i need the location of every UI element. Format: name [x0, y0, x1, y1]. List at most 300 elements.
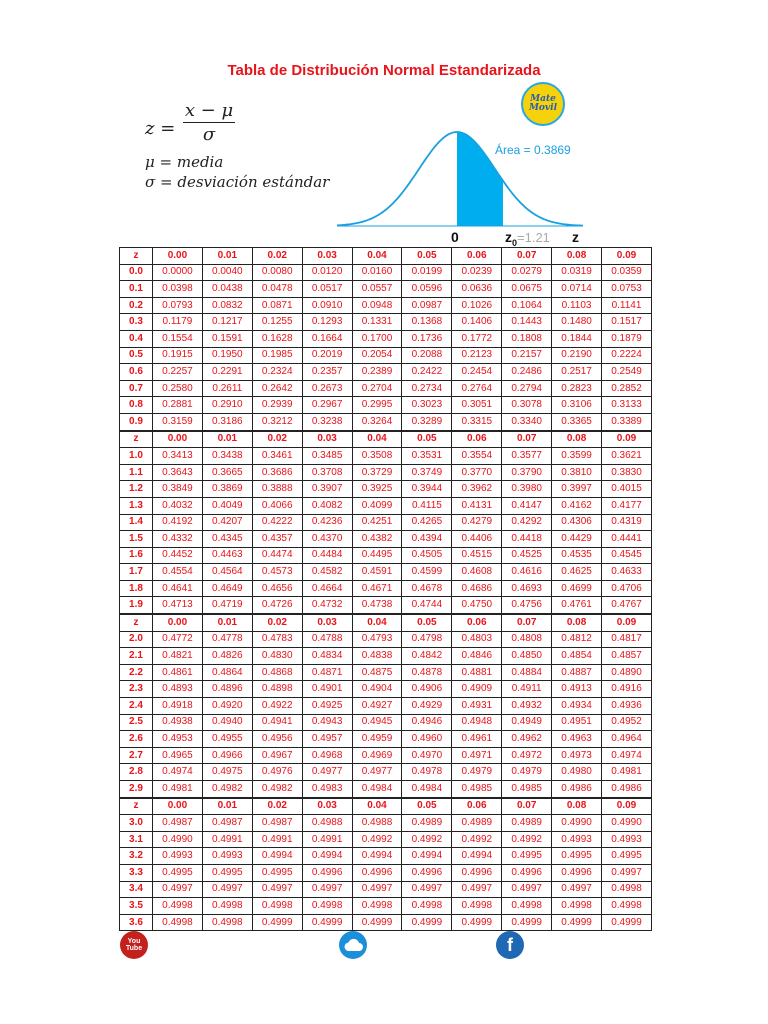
probability-cell: 0.4963: [552, 731, 602, 748]
probability-cell: 0.4991: [252, 831, 302, 848]
probability-cell: 0.3869: [202, 481, 252, 498]
formula-lhs: z =: [145, 118, 176, 139]
z-value-cell: 3.2: [120, 848, 153, 865]
probability-cell: 0.3413: [153, 448, 203, 465]
cloud-icon[interactable]: [339, 931, 367, 959]
probability-cell: 0.4830: [252, 648, 302, 665]
probability-cell: 0.4990: [153, 831, 203, 848]
probability-cell: 0.4616: [502, 564, 552, 581]
probability-cell: 0.4978: [402, 764, 452, 781]
probability-cell: 0.4992: [352, 831, 402, 848]
probability-cell: 0.4993: [602, 831, 652, 848]
probability-cell: 0.4474: [252, 547, 302, 564]
probability-cell: 0.4936: [602, 698, 652, 715]
probability-cell: 0.4394: [402, 531, 452, 548]
probability-cell: 0.4920: [202, 698, 252, 715]
probability-cell: 0.4207: [202, 514, 252, 531]
table-row: [120, 497, 652, 514]
probability-cell: 0.4998: [153, 898, 203, 915]
probability-cell: 0.1879: [602, 330, 652, 347]
probability-cell: 0.2019: [302, 347, 352, 364]
probability-cell: 0.4999: [252, 914, 302, 931]
probability-cell: 0.4994: [402, 848, 452, 865]
probability-cell: 0.4803: [452, 631, 502, 648]
probability-cell: 0.4066: [252, 497, 302, 514]
header-cell: 0.08: [552, 248, 602, 265]
probability-cell: 0.4986: [602, 781, 652, 798]
probability-cell: 0.1736: [402, 330, 452, 347]
area-label: Área = 0.3869: [495, 143, 571, 157]
cloud-glyph: [343, 938, 363, 952]
probability-cell: 0.4995: [153, 864, 203, 881]
table-row: [120, 580, 652, 597]
header-cell: 0.01: [202, 798, 252, 815]
probability-cell: 0.4946: [402, 714, 452, 731]
probability-cell: 0.4871: [302, 664, 352, 681]
probability-cell: 0.3078: [502, 397, 552, 414]
z-value-cell: 0.3: [120, 314, 153, 331]
probability-cell: 0.0636: [452, 281, 502, 298]
probability-cell: 0.4985: [502, 781, 552, 798]
header-cell: 0.06: [452, 798, 502, 815]
probability-cell: 0.2939: [252, 397, 302, 414]
probability-cell: 0.4726: [252, 597, 302, 614]
probability-cell: 0.0160: [352, 264, 402, 281]
probability-cell: 0.4505: [402, 547, 452, 564]
probability-cell: 0.4788: [302, 631, 352, 648]
probability-cell: 0.4922: [252, 698, 302, 715]
table-row: [120, 731, 652, 748]
probability-cell: 0.4989: [402, 815, 452, 832]
header-cell: 0.07: [502, 431, 552, 448]
table-row: [120, 364, 652, 381]
probability-cell: 0.4998: [552, 898, 602, 915]
probability-cell: 0.4998: [452, 898, 502, 915]
probability-cell: 0.4981: [153, 781, 203, 798]
probability-cell: 0.4995: [502, 848, 552, 865]
table-row: [120, 914, 652, 931]
table-row: [120, 714, 652, 731]
probability-cell: 0.4147: [502, 497, 552, 514]
probability-cell: 0.4929: [402, 698, 452, 715]
z-value-cell: 1.8: [120, 580, 153, 597]
header-cell: 0.05: [402, 798, 452, 815]
probability-cell: 0.1026: [452, 297, 502, 314]
probability-cell: 0.4854: [552, 648, 602, 665]
z0-value: =1.21: [517, 230, 550, 245]
probability-cell: 0.4131: [452, 497, 502, 514]
probability-cell: 0.1293: [302, 314, 352, 331]
probability-cell: 0.1915: [153, 347, 203, 364]
probability-cell: 0.4961: [452, 731, 502, 748]
probability-cell: 0.4994: [302, 848, 352, 865]
z-value-cell: 3.6: [120, 914, 153, 931]
probability-cell: 0.3485: [302, 448, 352, 465]
z-value-cell: 0.2: [120, 297, 153, 314]
probability-cell: 0.4977: [302, 764, 352, 781]
probability-cell: 0.4838: [352, 648, 402, 665]
table-row: [120, 631, 652, 648]
probability-cell: 0.4997: [252, 881, 302, 898]
probability-cell: 0.1844: [552, 330, 602, 347]
header-z: z: [120, 431, 153, 448]
table-row: [120, 514, 652, 531]
z-value-cell: 3.0: [120, 815, 153, 832]
probability-cell: 0.3508: [352, 448, 402, 465]
probability-cell: 0.3770: [452, 464, 502, 481]
probability-cell: 0.3790: [502, 464, 552, 481]
table-row: [120, 831, 652, 848]
probability-cell: 0.4999: [402, 914, 452, 931]
z-value-cell: 3.3: [120, 864, 153, 881]
probability-cell: 0.4554: [153, 564, 203, 581]
probability-cell: 0.0359: [602, 264, 652, 281]
probability-cell: 0.4956: [252, 731, 302, 748]
z-value-cell: 2.6: [120, 731, 153, 748]
probability-cell: 0.1591: [202, 330, 252, 347]
probability-cell: 0.4949: [502, 714, 552, 731]
probability-cell: 0.4997: [452, 881, 502, 898]
probability-cell: 0.4996: [552, 864, 602, 881]
probability-cell: 0.4976: [252, 764, 302, 781]
probability-cell: 0.1217: [202, 314, 252, 331]
probability-cell: 0.0517: [302, 281, 352, 298]
probability-cell: 0.4986: [552, 781, 602, 798]
facebook-icon[interactable]: [496, 931, 524, 959]
probability-cell: 0.2157: [502, 347, 552, 364]
probability-cell: 0.3708: [302, 464, 352, 481]
probability-cell: 0.0279: [502, 264, 552, 281]
formula-definitions: [145, 152, 329, 192]
probability-cell: 0.0080: [252, 264, 302, 281]
probability-cell: 0.2389: [352, 364, 402, 381]
probability-cell: 0.4608: [452, 564, 502, 581]
probability-cell: 0.4957: [302, 731, 352, 748]
table-row: [120, 698, 652, 715]
probability-cell: 0.4861: [153, 664, 203, 681]
probability-cell: 0.4793: [352, 631, 402, 648]
probability-cell: 0.4998: [502, 898, 552, 915]
probability-cell: 0.3238: [302, 413, 352, 430]
probability-cell: 0.3577: [502, 448, 552, 465]
table-row: [120, 848, 652, 865]
probability-cell: 0.4686: [452, 580, 502, 597]
probability-cell: 0.4960: [402, 731, 452, 748]
probability-cell: 0.4988: [302, 815, 352, 832]
probability-cell: 0.4964: [602, 731, 652, 748]
formula-denominator: σ: [202, 124, 216, 145]
probability-cell: 0.2224: [602, 347, 652, 364]
table-row: [120, 648, 652, 665]
probability-cell: 0.1664: [302, 330, 352, 347]
z-value-cell: 0.7: [120, 380, 153, 397]
probability-cell: 0.4998: [202, 914, 252, 931]
probability-cell: 0.2357: [302, 364, 352, 381]
probability-cell: 0.4997: [153, 881, 203, 898]
probability-cell: 0.3289: [402, 413, 452, 430]
header-cell: 0.06: [452, 248, 502, 265]
probability-cell: 0.4987: [252, 815, 302, 832]
probability-cell: 0.2734: [402, 380, 452, 397]
probability-cell: 0.4981: [602, 764, 652, 781]
probability-cell: 0.4965: [153, 747, 203, 764]
z-value-cell: 2.0: [120, 631, 153, 648]
probability-cell: 0.4995: [552, 848, 602, 865]
logo-text-line1: Mate: [530, 94, 556, 104]
probability-cell: 0.2995: [352, 397, 402, 414]
table-row: [120, 314, 652, 331]
probability-cell: 0.4525: [502, 547, 552, 564]
probability-cell: 0.1103: [552, 297, 602, 314]
table-row: [120, 464, 652, 481]
probability-cell: 0.4970: [402, 747, 452, 764]
probability-cell: 0.4671: [352, 580, 402, 597]
probability-cell: 0.4633: [602, 564, 652, 581]
probability-cell: 0.4850: [502, 648, 552, 665]
table-row: [120, 864, 652, 881]
z-value-cell: 0.0: [120, 264, 153, 281]
probability-cell: 0.4808: [502, 631, 552, 648]
table-row: [120, 297, 652, 314]
probability-cell: 0.4997: [352, 881, 402, 898]
probability-cell: 0.2123: [452, 347, 502, 364]
probability-cell: 0.4452: [153, 547, 203, 564]
probability-cell: 0.4985: [452, 781, 502, 798]
probability-cell: 0.4999: [552, 914, 602, 931]
probability-cell: 0.3621: [602, 448, 652, 465]
probability-cell: 0.4881: [452, 664, 502, 681]
probability-cell: 0.1772: [452, 330, 502, 347]
probability-cell: 0.4082: [302, 497, 352, 514]
header-cell: 0.00: [153, 431, 203, 448]
probability-cell: 0.2642: [252, 380, 302, 397]
header-cell: 0.03: [302, 798, 352, 815]
probability-cell: 0.3749: [402, 464, 452, 481]
probability-cell: 0.4975: [202, 764, 252, 781]
probability-cell: 0.4941: [252, 714, 302, 731]
probability-cell: 0.0438: [202, 281, 252, 298]
probability-cell: 0.1141: [602, 297, 652, 314]
probability-cell: 0.4952: [602, 714, 652, 731]
z0-subscript: 0: [512, 237, 518, 248]
probability-cell: 0.3461: [252, 448, 302, 465]
probability-cell: 0.1179: [153, 314, 203, 331]
z-value-cell: 0.5: [120, 347, 153, 364]
probability-cell: 0.1808: [502, 330, 552, 347]
probability-cell: 0.0753: [602, 281, 652, 298]
probability-cell: 0.4998: [202, 898, 252, 915]
probability-cell: 0.4812: [552, 631, 602, 648]
probability-cell: 0.4938: [153, 714, 203, 731]
probability-cell: 0.0675: [502, 281, 552, 298]
probability-cell: 0.4934: [552, 698, 602, 715]
z-value-cell: 3.4: [120, 881, 153, 898]
table-row: [120, 681, 652, 698]
probability-cell: 0.4545: [602, 547, 652, 564]
probability-cell: 0.4931: [452, 698, 502, 715]
probability-cell: 0.0478: [252, 281, 302, 298]
header-cell: 0.06: [452, 431, 502, 448]
probability-cell: 0.4993: [552, 831, 602, 848]
probability-cell: 0.4713: [153, 597, 203, 614]
probability-cell: 0.4222: [252, 514, 302, 531]
z-value-cell: 1.3: [120, 497, 153, 514]
probability-cell: 0.4484: [302, 547, 352, 564]
probability-cell: 0.3315: [452, 413, 502, 430]
probability-cell: 0.2823: [552, 380, 602, 397]
header-cell: 0.02: [252, 248, 302, 265]
probability-cell: 0.4582: [302, 564, 352, 581]
probability-cell: 0.3907: [302, 481, 352, 498]
probability-cell: 0.4998: [252, 898, 302, 915]
probability-cell: 0.4738: [352, 597, 402, 614]
definition-mu: μ = media: [145, 153, 224, 171]
table-row: [120, 264, 652, 281]
probability-cell: 0.0040: [202, 264, 252, 281]
probability-cell: 0.4990: [602, 815, 652, 832]
probability-cell: 0.1064: [502, 297, 552, 314]
probability-cell: 0.4599: [402, 564, 452, 581]
header-z: z: [120, 614, 153, 631]
z-value-cell: 0.1: [120, 281, 153, 298]
probability-cell: 0.1628: [252, 330, 302, 347]
probability-cell: 0.4982: [202, 781, 252, 798]
header-cell: 0.06: [452, 614, 502, 631]
z-value-cell: 1.2: [120, 481, 153, 498]
z-value-cell: 2.2: [120, 664, 153, 681]
youtube-icon[interactable]: [120, 931, 148, 959]
probability-cell: 0.4973: [552, 747, 602, 764]
header-cell: 0.05: [402, 614, 452, 631]
table-header-row: [120, 798, 652, 815]
probability-cell: 0.4916: [602, 681, 652, 698]
probability-cell: 0.4913: [552, 681, 602, 698]
header-cell: 0.08: [552, 614, 602, 631]
probability-cell: 0.3438: [202, 448, 252, 465]
z-value-cell: 2.1: [120, 648, 153, 665]
probability-cell: 0.0793: [153, 297, 203, 314]
probability-cell: 0.2764: [452, 380, 502, 397]
probability-cell: 0.4265: [402, 514, 452, 531]
probability-cell: 0.4997: [202, 881, 252, 898]
header-cell: 0.04: [352, 248, 402, 265]
probability-cell: 0.4332: [153, 531, 203, 548]
probability-cell: 0.4989: [452, 815, 502, 832]
z-value-cell: 1.7: [120, 564, 153, 581]
probability-cell: 0.2673: [302, 380, 352, 397]
probability-cell: 0.4997: [302, 881, 352, 898]
probability-cell: 0.0832: [202, 297, 252, 314]
table-header-row: [120, 248, 652, 265]
probability-cell: 0.1443: [502, 314, 552, 331]
table-row: [120, 764, 652, 781]
probability-cell: 0.1480: [552, 314, 602, 331]
probability-cell: 0.4953: [153, 731, 203, 748]
probability-cell: 0.4251: [352, 514, 402, 531]
probability-cell: 0.4992: [502, 831, 552, 848]
probability-cell: 0.4884: [502, 664, 552, 681]
probability-cell: 0.4999: [502, 914, 552, 931]
probability-cell: 0.4896: [202, 681, 252, 698]
probability-cell: 0.3665: [202, 464, 252, 481]
header-cell: 0.07: [502, 798, 552, 815]
probability-cell: 0.4995: [602, 848, 652, 865]
probability-cell: 0.4887: [552, 664, 602, 681]
axis-z0-label: [505, 229, 550, 248]
probability-cell: 0.1331: [352, 314, 402, 331]
probability-cell: 0.4778: [202, 631, 252, 648]
probability-cell: 0.4984: [352, 781, 402, 798]
header-cell: 0.00: [153, 798, 203, 815]
probability-cell: 0.1368: [402, 314, 452, 331]
probability-cell: 0.4857: [602, 648, 652, 665]
probability-cell: 0.2517: [552, 364, 602, 381]
probability-cell: 0.3554: [452, 448, 502, 465]
probability-cell: 0.4798: [402, 631, 452, 648]
probability-cell: 0.1950: [202, 347, 252, 364]
probability-cell: 0.4999: [302, 914, 352, 931]
table-row: [120, 397, 652, 414]
probability-cell: 0.4678: [402, 580, 452, 597]
probability-cell: 0.4306: [552, 514, 602, 531]
probability-cell: 0.3830: [602, 464, 652, 481]
probability-cell: 0.4345: [202, 531, 252, 548]
probability-cell: 0.4948: [452, 714, 502, 731]
axis-zero-label: 0: [451, 229, 459, 245]
probability-cell: 0.4901: [302, 681, 352, 698]
probability-cell: 0.2291: [202, 364, 252, 381]
probability-cell: 0.4664: [302, 580, 352, 597]
table-row: [120, 547, 652, 564]
z-value-cell: 1.1: [120, 464, 153, 481]
probability-cell: 0.1554: [153, 330, 203, 347]
probability-cell: 0.4890: [602, 664, 652, 681]
probability-cell: 0.4997: [552, 881, 602, 898]
probability-cell: 0.4706: [602, 580, 652, 597]
probability-cell: 0.4115: [402, 497, 452, 514]
page-title: Tabla de Distribución Normal Estandarizada: [227, 62, 541, 79]
formula-numerator: x − μ: [184, 100, 234, 121]
probability-cell: 0.4945: [352, 714, 402, 731]
probability-cell: 0.4979: [452, 764, 502, 781]
table-row: [120, 898, 652, 915]
probability-cell: 0.4463: [202, 547, 252, 564]
probability-cell: 0.3531: [402, 448, 452, 465]
probability-cell: 0.4991: [202, 831, 252, 848]
header-z: z: [120, 798, 153, 815]
probability-cell: 0.4641: [153, 580, 203, 597]
probability-cell: 0.4991: [302, 831, 352, 848]
header-cell: 0.05: [402, 248, 452, 265]
header-cell: 0.02: [252, 614, 302, 631]
probability-cell: 0.4999: [452, 914, 502, 931]
probability-cell: 0.0948: [352, 297, 402, 314]
z0-letter: z: [505, 229, 512, 245]
probability-cell: 0.4998: [602, 898, 652, 915]
probability-cell: 0.2881: [153, 397, 203, 414]
probability-cell: 0.4750: [452, 597, 502, 614]
z-value-cell: 2.4: [120, 698, 153, 715]
header-cell: 0.03: [302, 431, 352, 448]
header-cell: 0.04: [352, 431, 402, 448]
z-value-cell: 2.5: [120, 714, 153, 731]
facebook-glyph: f: [507, 934, 513, 955]
probability-cell: 0.0398: [153, 281, 203, 298]
probability-cell: 0.4982: [252, 781, 302, 798]
logo-text-line2: Movil: [528, 103, 558, 113]
probability-cell: 0.3810: [552, 464, 602, 481]
probability-cell: 0.4997: [602, 864, 652, 881]
